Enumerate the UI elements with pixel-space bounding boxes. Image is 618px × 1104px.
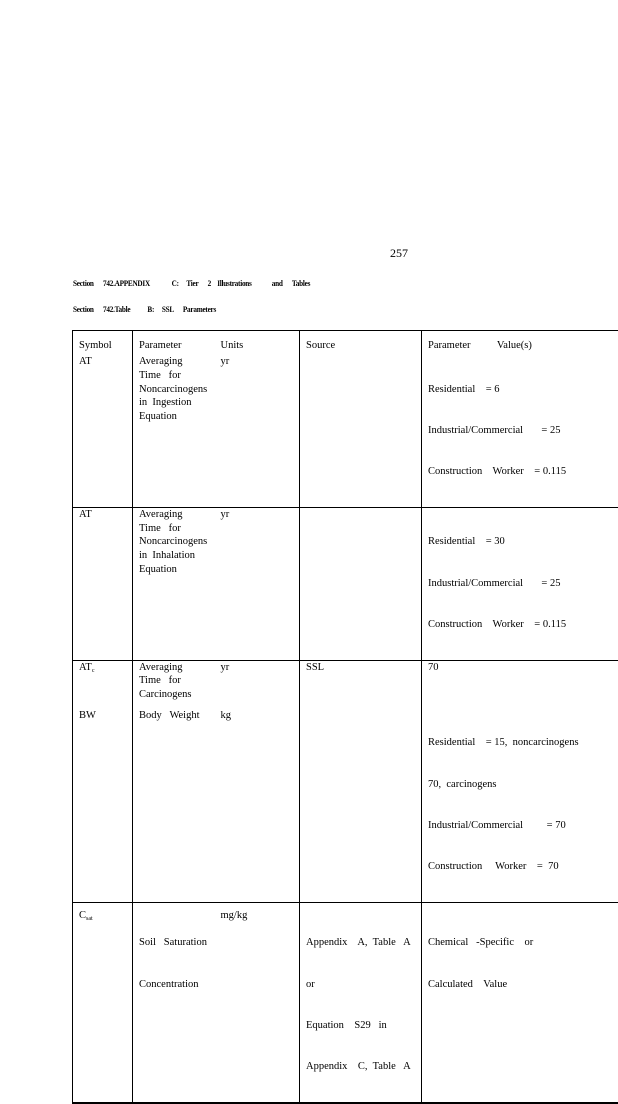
ssl-parameters-table [72,330,618,1104]
column-header-values: Parameter Value(s) [422,331,618,356]
table-row [73,705,618,903]
table-row [73,507,618,660]
symbol-cell: $C_{sat}$ [73,902,133,1103]
values-cell: Residential = 30 Industrial/Commercial = 25 Construction Worker = 0.115 [422,507,618,660]
table-row [73,355,618,507]
units-cell: yr [215,660,300,705]
column-header-symbol: Symbol [73,331,133,356]
parameter-cell: Soil Saturation Concentration [133,902,215,1103]
values-cell: Chemical -Specific or Calculated Value [422,902,618,1103]
parameter-cell: Averaging Time for Noncarcinogens in Ingestion Equation [133,355,215,507]
column-header-parameter: Parameter [133,331,215,356]
source-cell [300,705,422,903]
source-cell: SSL [300,660,422,705]
units-cell: yr [215,507,300,660]
source-cell [300,355,422,507]
source-cell: Appendix A, Table A or Equation S29 in Appendix C, Table A [300,902,422,1103]
section-heading: Section 742.APPENDIX C: Tier 2 Illustrations and Tables [73,278,310,288]
table-header-row [73,331,618,356]
page-number: 257 [390,246,408,261]
values-cell: Residential = 15, noncarcinogens 70, carcinogens Industrial/Commercial = 70 Construction Worker = 70 [422,705,618,903]
symbol-cell: BW [73,705,133,903]
units-cell: mg/kg [215,902,300,1103]
column-header-source: Source [300,331,422,356]
parameter-cell: Body Weight [133,705,215,903]
table-row [73,902,618,1103]
values-cell: Residential = 6 Industrial/Commercial = 25 Construction Worker = 0.115 [422,355,618,507]
units-cell: kg [215,705,300,903]
symbol-cell: AT [73,355,133,507]
symbol-cell: AT [73,507,133,660]
column-header-units: Units [215,331,300,356]
table-row [73,660,618,705]
table-heading: Section 742.Table B: SSL Parameters [73,304,216,314]
source-cell [300,507,422,660]
values-cell: 70 [422,660,618,705]
symbol-cell: $AT_c$ [73,660,133,705]
parameter-cell: Averaging Time for Carcinogens [133,660,215,705]
parameter-cell: Averaging Time for Noncarcinogens in Inhalation Equation [133,507,215,660]
units-cell: yr [215,355,300,507]
